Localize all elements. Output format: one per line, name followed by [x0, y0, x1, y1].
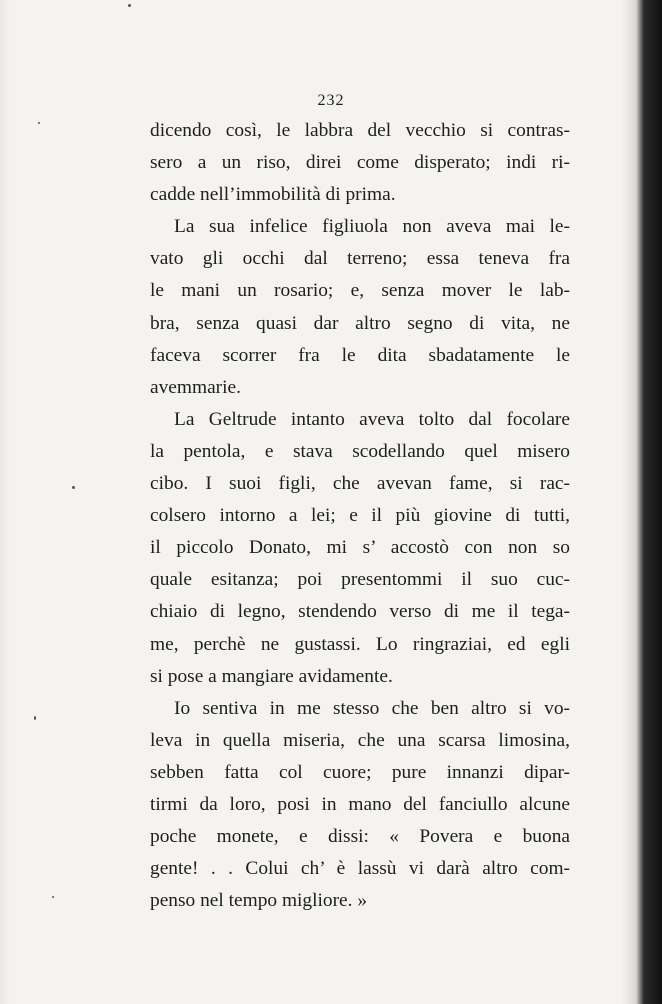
paragraph: [150, 693, 570, 918]
paragraph: [150, 404, 570, 693]
text-line: quale esitanza; poi presentommi il suo cuc-: [150, 569, 570, 591]
text-line: faceva scorrer fra le dita sbadatamente le: [150, 344, 570, 366]
text-line: colsero intorno a lei; e il più giovine di tutti,: [150, 505, 570, 527]
text-line: sebben fatta col cuore; pure innanzi dipar-: [150, 761, 570, 783]
text-line: avemmarie.: [150, 376, 241, 398]
paragraph: [150, 115, 570, 211]
text-line: La sua infelice figliuola non aveva mai le-: [174, 216, 570, 238]
text-line: tirmi da loro, posi in mano del fanciullo alcune: [150, 793, 570, 815]
text-line: leva in quella miseria, che una scarsa limosina,: [150, 729, 570, 751]
page-left-edge: [0, 0, 10, 1004]
text-line: la pentola, e stava scodellando quel misero: [150, 440, 570, 462]
text-line: me, perchè ne gustassi. Lo ringraziai, ed egli: [150, 633, 570, 655]
text-line: le mani un rosario; e, senza mover le lab-: [150, 280, 570, 302]
body-text: [150, 115, 570, 917]
text-line: cibo. I suoi figli, che avevan fame, si rac-: [150, 473, 570, 495]
text-line: gente! . . Colui ch’ è lassù vi darà altro com-: [150, 858, 570, 880]
text-line: dicendo così, le labbra del vecchio si contras-: [150, 120, 570, 141]
text-line: bra, senza quasi dar altro segno di vita, ne: [150, 312, 570, 334]
text-line: poche monete, e dissi: « Povera e buona: [150, 826, 570, 848]
page-right-edge: [622, 0, 662, 1004]
scan-speck: [34, 716, 36, 720]
page-number: 232: [317, 92, 345, 109]
scan-speck: [38, 122, 40, 124]
scan-speck: [52, 896, 54, 898]
text-line: Io sentiva in me stesso che ben altro si vo-: [174, 697, 570, 719]
scan-speck: [72, 486, 75, 489]
paragraph: [150, 211, 570, 404]
text-line: La Geltrude intanto aveva tolto dal focolare: [174, 408, 570, 430]
text-line: il piccolo Donato, mi s’ accostò con non so: [150, 537, 570, 559]
text-line: si pose a mangiare avidamente.: [150, 665, 393, 687]
text-line: sero a un riso, direi come disperato; indi ri-: [150, 152, 570, 174]
text-line: vato gli occhi dal terreno; essa teneva fra: [150, 248, 570, 270]
text-line: cadde nell’immobilità di prima.: [150, 184, 396, 206]
text-line: penso nel tempo migliore. »: [150, 890, 368, 912]
scan-speck: [128, 4, 131, 7]
text-line: chiaio di legno, stendendo verso di me il tega-: [150, 601, 570, 623]
